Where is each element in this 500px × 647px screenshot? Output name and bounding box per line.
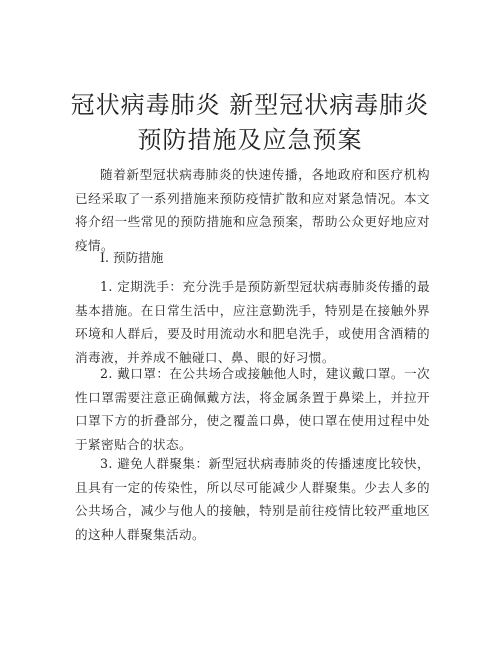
document-title-line-1: 冠状病毒肺炎 新型冠状病毒肺炎 [70,91,430,119]
measure-item-handwashing: 1. 定期洗手：充分洗手是预防新型冠状病毒肺炎传播的最基本措施。在日常生活中，应注意勤洗手，特别是在接触外界环境和人群后，要及时用流动水和肥皂洗手，或使用含酒精的消毒液，并养成不触碰口、鼻、眼的好习惯。 [75,279,430,365]
measure-item-avoid-crowds: 3. 避免人群聚集：新型冠状病毒肺炎的传播速度比较快，且具有一定的传染性，所以尽可能减少人群聚集。少去人多的公共场合，减少与他人的接触，特别是前往疫情比较严重地区的这种人群聚集活动。 [75,456,430,542]
section-heading: I. 预防措施 [100,250,164,265]
document-title-line-2: 预防措施及应急预案 [137,126,363,154]
measure-item-mask: 2. 戴口罩：在公共场合或接触他人时，建议戴口罩。一次性口罩需要注意正确佩戴方法，将金属条置于鼻梁上，并拉开口罩下方的折叠部分，使之覆盖口鼻，使口罩在使用过程中处于紧密贴合的状态。 [75,366,430,452]
intro-paragraph: 随着新型冠状病毒肺炎的快速传播，各地政府和医疗机构已经采取了一系列措施来预防疫情扩散和应对紧急情况。本文将介绍一些常见的预防措施和应急预案，帮助公众更好地应对疫情。 [75,167,430,253]
